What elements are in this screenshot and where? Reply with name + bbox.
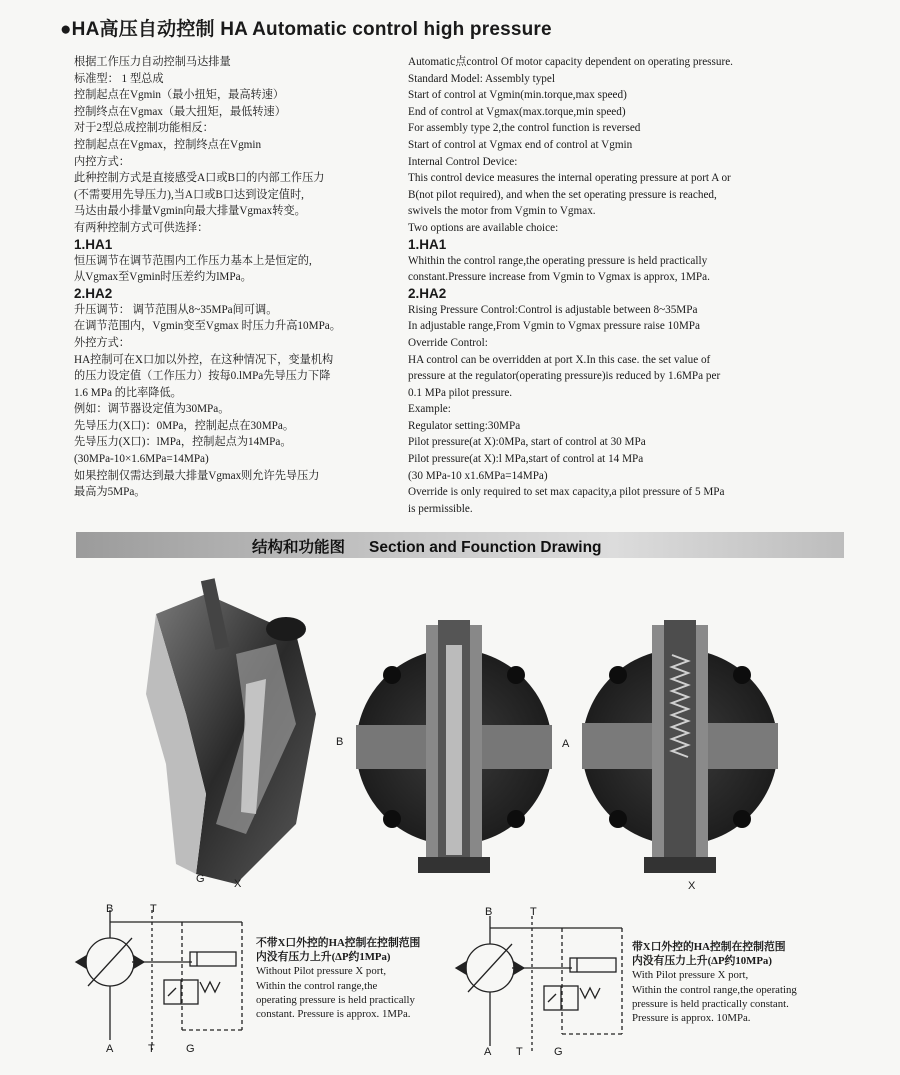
text-line: 恒压调节在调节范围内工作压力基本上是恒定的, [74,254,312,267]
text-line: 升压调节： 调节范围从8~35MPa间可调。 [74,303,278,316]
text-line: HA control can be overridden at port X.In this case. the set value of [408,353,711,366]
text-line: 控制起点在Vgmax，控制终点在Vgmin [74,138,262,151]
text-line: Start of control at Vgmax end of control at Vgmin [408,138,633,151]
caption-line: pressure is held practically constant. [632,997,789,1010]
text-line: pressure at the regulator(operating pressure)is reduced by 1.6MPa per [408,370,721,383]
caption-line: Pressure is approx. 10MPa. [632,1012,751,1025]
text-line: Internal Control Device: [408,155,518,168]
text-line: swivels the motor from Vgmin to Vgmax. [408,205,596,218]
text-line: HA控制可在X口加以外控，在这种情况下，变量机构 [74,353,334,366]
subheading-ha2: 2.HA2 [408,285,447,301]
text-line: Start of control at Vgmin(min.torque,max speed) [408,89,627,102]
hydraulic-schematic-1 [72,900,252,1058]
cutaway-drawing-round-2 [580,615,780,877]
text-line: constant.Pressure increase from Vgmin to Vgmax is approx, 1MPa. [408,271,710,284]
text-line: 先导压力(X口)：0MPa，控制起点在30MPa。 [74,419,295,432]
text-line: 根据工作压力自动控制马达排量 [74,56,231,68]
caption-line: 不带X口外控的HA控制在控制范围 [256,937,421,949]
schematic-caption-2 [632,940,797,1025]
text-line: 对于2型总成控制功能相反： [74,122,214,135]
text-line: 此种控制方式是直接感受A口或B口的内部工作压力 [74,172,325,185]
label-b: B [336,736,344,748]
text-line: Example: [408,403,451,416]
schematic2-label-g: G [554,1046,563,1058]
text-line: 最高为5MPa。 [74,486,146,499]
label-x: X [688,880,696,892]
caption-line: 内没有压力上升(ΔP约1MPa) [256,951,391,964]
hydraulic-schematic-2 [452,906,632,1058]
text-line: 的压力设定值（工作压力）按每0.lMPa先导压力下降 [74,370,331,383]
schematic2-label-b: B [485,906,493,918]
schematic2-label-t2: T [516,1046,523,1058]
text-line: (30MPa-10×1.6MPa=14MPa) [74,453,209,466]
text-line: 有两种控制方式可供选择： [74,221,209,234]
schematic-label-t: T [150,903,157,915]
schematic-label-t2: T [148,1043,155,1055]
text-line: In adjustable range,From Vgmin to Vgmax pressure raise 10MPa [408,320,700,333]
text-line: 从Vgmax至Vgmin时压差约为lMPa。 [74,271,252,284]
text-line: 如果控制仅需达到最大排量Vgmax则允许先导压力 [74,469,320,482]
text-line: is permissible. [408,502,473,515]
schematic2-label-t: T [530,906,537,918]
cutaway-drawing-angled [146,574,326,894]
text-line: 0.1 MPa pilot pressure. [408,386,513,399]
text-line: 例如：调节器设定值为30MPa。 [74,403,230,416]
caption-line: Within the control range,the operating [632,983,797,996]
schematic-label-g: G [186,1043,195,1055]
text-line: 控制起点在Vgmin（最小扭矩，最高转速） [74,89,285,102]
subheading-ha2: 2.HA2 [74,285,113,301]
schematic-caption-1 [256,936,420,1021]
text-line: Two options are available choice: [408,221,559,234]
subheading-ha1: 1.HA1 [408,236,447,252]
chinese-text-column [74,54,394,501]
text-line: Override is only required to set max capacity,a pilot pressure of 5 MPa [408,486,725,499]
text-line: Whithin the control range,the operating pressure is held practically [408,254,708,267]
section-title-en: Section and Founction Drawing [369,539,602,556]
subheading-ha1: 1.HA1 [74,236,113,252]
text-line: Pilot pressure(at X):l MPa,start of control at 14 MPa [408,453,644,466]
text-line: Rising Pressure Control:Control is adjustable between 8~35MPa [408,303,698,316]
cutaway-drawing-round-1 [354,615,554,877]
label-x-small: X [234,878,242,890]
text-line: End of control at Vgmax(max.torque,min speed) [408,105,626,118]
text-line: 外控方式： [74,336,130,349]
label-a: A [562,738,570,750]
text-line: (30 MPa-10 x1.6MPa=14MPa) [408,469,548,482]
text-line: 马达由最小排量Vgmin向最大排量Vgmax转变。 [74,205,306,218]
label-g: G [196,873,205,885]
text-line: Regulator setting:30MPa [408,419,521,432]
caption-line: 带X口外控的HA控制在控制范围 [632,941,786,953]
text-line: Override Control: [408,336,488,349]
section-title-cn: 结构和功能图 [252,539,346,556]
page-header: ●HA高压自动控制 HA Automatic control high pressure [60,19,552,40]
text-line: 内控方式： [74,155,130,168]
caption-line: constant. Pressure is approx. 1MPa. [256,1008,411,1021]
english-text-column [408,54,808,517]
caption-line: operating pressure is held practically [256,993,415,1006]
text-line: 标准型： 1 型总成 [74,72,164,85]
text-line: 1.6 MPa 的比率降低。 [74,386,182,399]
schematic-label-b: B [106,903,114,915]
text-line: Pilot pressure(at X):0MPa, start of control at 30 MPa [408,436,646,449]
text-line: 先导压力(X口)：lMPa，控制起点为14MPa。 [74,436,292,449]
caption-line: Within the control range,the [256,979,378,992]
text-line: 在调节范围内，Vgmin变至Vgmax 时压力升高10MPa。 [74,320,341,333]
text-line: This control device measures the internal operating pressure at port A or [408,172,731,185]
text-line: 控制终点在Vgmax（最大扭矩，最低转速） [74,105,286,118]
text-line: (不需要用先导压力),当A口或B口达到设定值时, [74,188,304,201]
caption-line: With Pilot pressure X port, [632,969,749,982]
section-title [252,535,602,557]
caption-line: Without Pilot pressure X port, [256,965,387,978]
text-line: Standard Model: Assembly typel [408,72,555,85]
text-line: Automatic点control Of motor capacity dependent on operating pressure. [408,56,733,68]
schematic-label-a: A [106,1043,114,1055]
text-line: B(not pilot required), and when the set operating pressure is reached, [408,188,717,201]
text-line: For assembly type 2,the control function is reversed [408,122,641,135]
schematic2-label-a: A [484,1046,492,1058]
caption-line: 内没有压力上升(ΔP约10MPa) [632,955,772,968]
